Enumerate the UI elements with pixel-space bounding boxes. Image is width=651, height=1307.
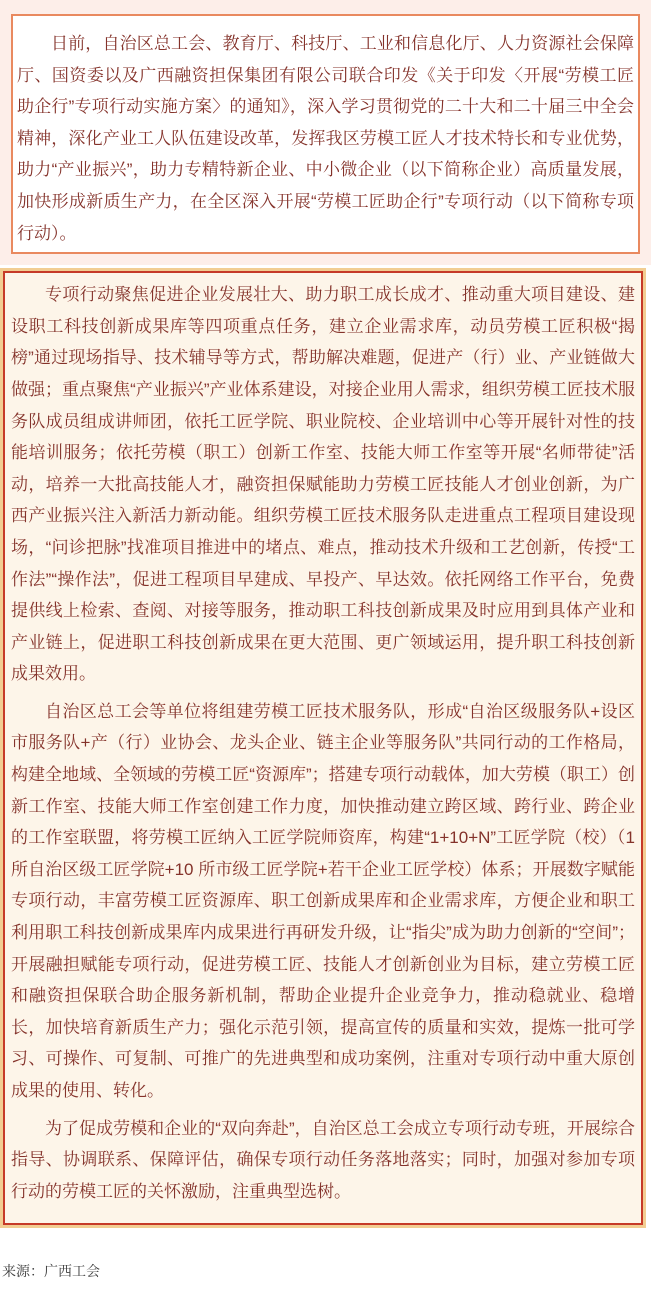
- intro-paragraph: 日前，自治区总工会、教育厅、科技厅、工业和信息化厅、人力资源社会保障厅、国资委以及广西融资担保集团有限公司联合印发《关于印发〈开展“劳模工匠助企行”专项行动实施方案〉的通知》，深入学习贯彻党的二十大和二十届三中全会精神，深化产业工人队伍建设改革，发挥我区劳模工匠人才技术特长和专业优势，助力“产业振兴”，助力专精特新企业、中小微企业（以下简称企业）高质量发展，加快形成新质生产力，在全区深入开展“劳模工匠助企行”专项行动（以下简称专项行动）。: [17, 34, 634, 243]
- intro-highlight-block: [0, 0, 651, 265]
- detail-inner-panel: [3, 271, 643, 1225]
- detail-paragraph-service-teams: 自治区总工会等单位将组建劳模工匠技术服务队，形成“自治区级服务队+设区市服务队+产（行）业协会、龙头企业、链主企业等服务队”共同行动的工作格局，构建全地域、全领域的劳模工匠“资源库”；搭建专项行动载体，加大劳模（职工）创新工作室、技能大师工作室创建工作力度，加快推动建立跨区域、跨行业、跨企业的工作室联盟，将劳模工匠纳入工匠学院师资库，构建“1+10+N”工匠学院（校）（1 所自治区级工匠学院+10 所市级工匠学院+若干企业工匠学校）体系；开展数字赋能专项行动，丰富劳模工匠资源库、职工创新成果库和企业需求库，方便企业和职工利用职工科技创新成果库内成果进行再研发升级，让“指尖”成为助力创新的“空间”；开展融担赋能专项行动，促进劳模工匠、技能人才创新创业为目标，建立劳模工匠和融资担保联合助企服务新机制，帮助企业提升企业竞争力，推动稳就业、稳增长，加快培育新质生产力；强化示范引领，提高宣传的质量和实效，提炼一批可学习、可操作、可复制、可推广的先进典型和成功案例，注重对专项行动中重大原创成果的使用、转化。: [11, 701, 635, 1100]
- detail-paragraph-tasks: 专项行动聚焦促进企业发展壮大、助力职工成长成才、推动重大项目建设、建设职工科技创新成果库等四项重点任务，建立企业需求库，动员劳模工匠积极“揭榜”通过现场指导、技术辅导等方式，帮助解决难题，促进产（行）业、产业链做大做强；重点聚焦“产业振兴”产业体系建设，对接企业用人需求，组织劳模工匠技术服务队成员组成讲师团，依托工匠学院、职业院校、企业培训中心等开展针对性的技能培训服务；依托劳模（职工）创新工作室、技能大师工作室等开展“名师带徒”活动，培养一大批高技能人才，融资担保赋能助力劳模工匠技能人才创业创新，为广西产业振兴注入新活力新动能。组织劳模工匠技术服务队走进重点工程项目建设现场，“问诊把脉”找准项目推进中的堵点、难点，推动技术升级和工艺创新，传授“工作法”“操作法”，促进工程项目早建成、早投产、早达效。依托网络工作平台，免费提供线上检索、查阅、对接等服务，推动职工科技创新成果及时应用到具体产业和产业链上，促进职工科技创新成果在更大范围、更广领域运用，提升职工科技创新成果效用。: [11, 285, 635, 684]
- detail-bordered-block: [0, 268, 646, 1228]
- source-attribution: 来源：广西工会: [2, 1263, 100, 1280]
- detail-paragraph-support: 为了促成劳模和企业的“双向奔赴”，自治区总工会成立专项行动专班，开展综合指导、协调联系、保障评估，确保专项行动任务落地落实；同时，加强对参加专项行动的劳模工匠的关怀激励，注重典型选树。: [11, 1118, 635, 1201]
- intro-inner-panel: [11, 14, 640, 254]
